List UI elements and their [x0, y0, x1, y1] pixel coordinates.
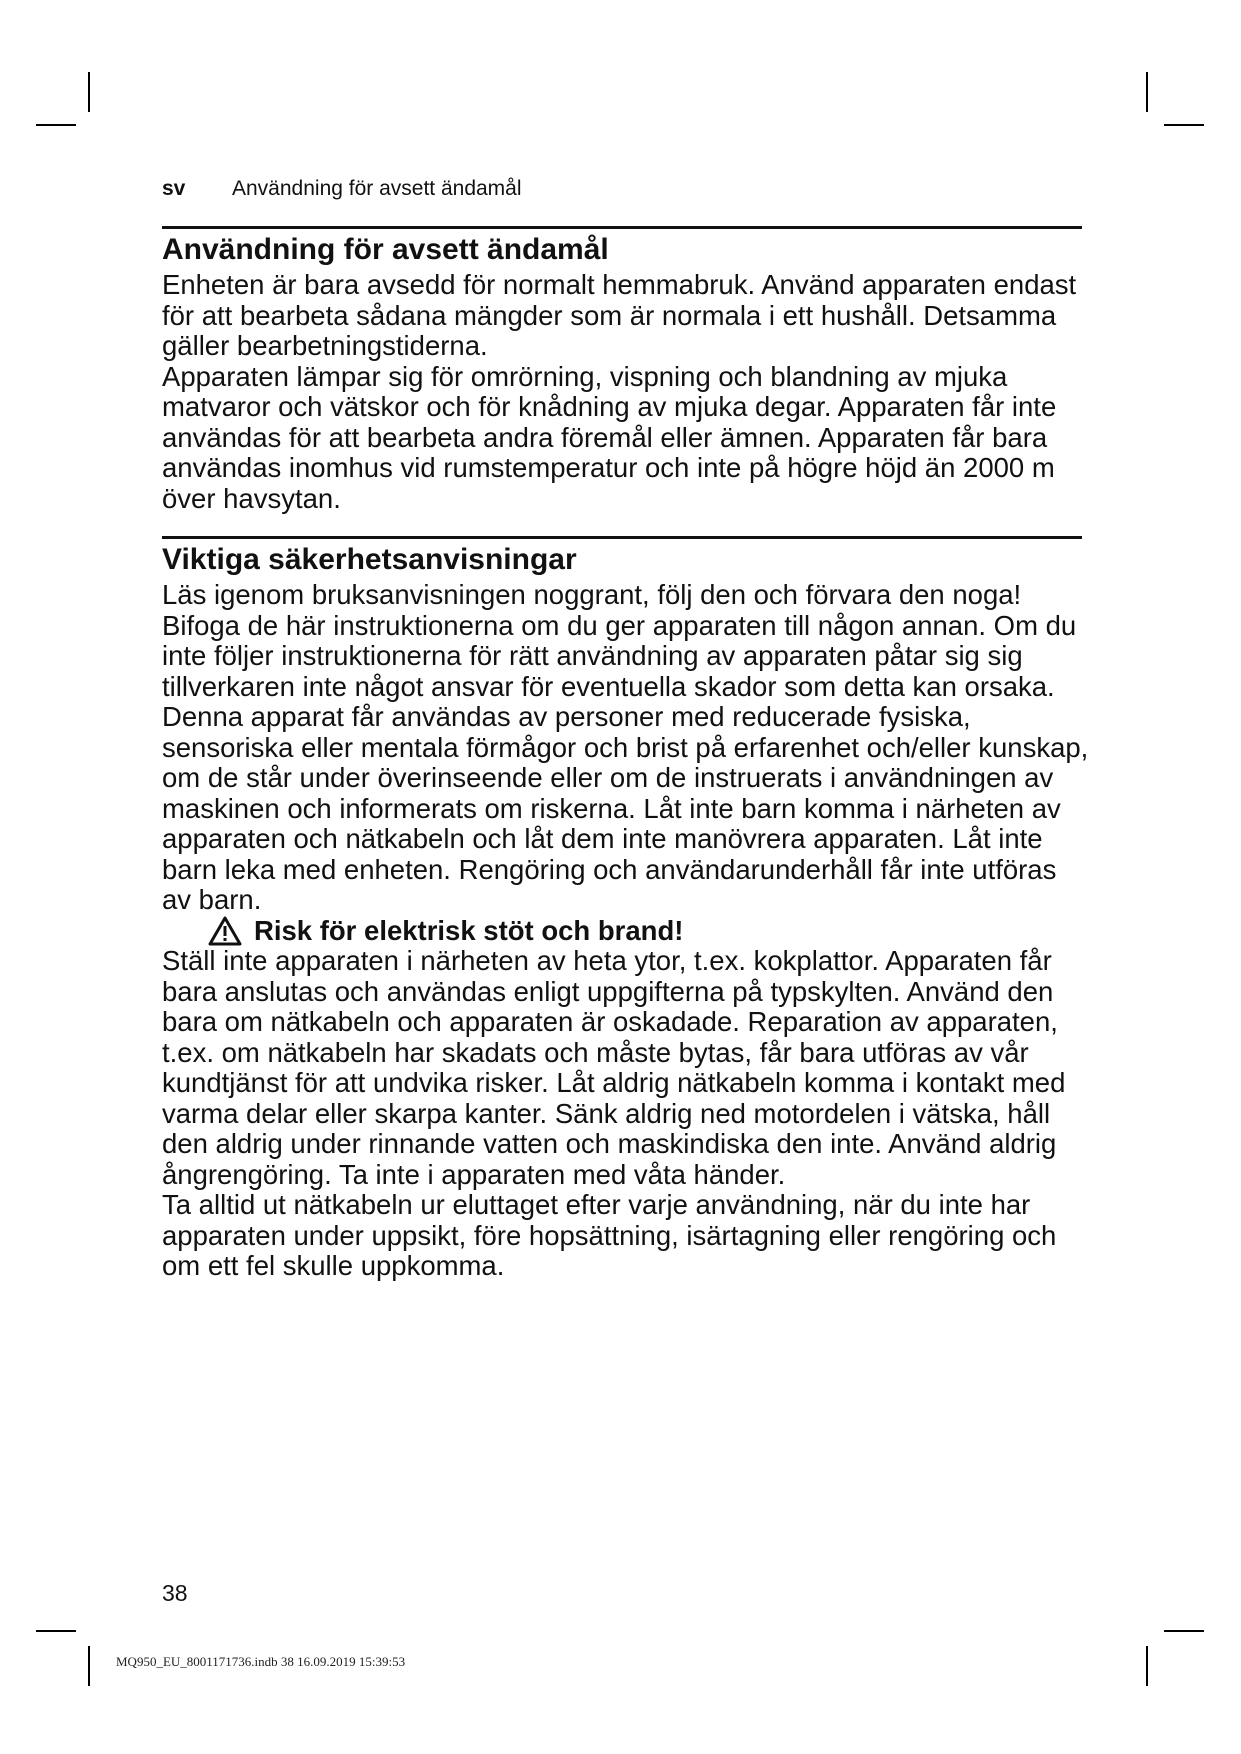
crop-mark-top-right-vertical [1146, 72, 1148, 112]
crop-mark-top-left-horizontal [36, 124, 76, 126]
section-heading: Viktiga säkerhetsanvisningar [162, 543, 577, 576]
crop-mark-top-left-vertical [88, 72, 90, 112]
print-imprint: MQ950_EU_8001171736.indb 38 16.09.2019 15:39:53 [116, 1654, 406, 1669]
section-heading: Användning för avsett ändamål [162, 233, 609, 266]
paragraph: Denna apparat får användas av personer med reducerade fysiska, sensoriska eller mentala förmågor och brist på erfarenhet och/eller kunskap, om de står under överinseende eller om de instruerats i användningen av maskinen och informerats om riskerna. Låt inte barn komma i närheten av apparaten och nätkabeln och låt dem inte manövrera apparaten. Låt inte barn leka med enheten. Rengöring och användarunderhåll får inte utföras av barn. [162, 701, 1089, 915]
section-divider [162, 226, 1082, 229]
warning-title: Risk för elektrisk stöt och brand! [254, 914, 684, 946]
crop-mark-top-right-horizontal [1164, 124, 1204, 126]
warning-triangle-icon [208, 916, 242, 946]
crop-mark-bottom-right-horizontal [1164, 1630, 1204, 1632]
paragraph: Ta alltid ut nätkabeln ur eluttaget efter varje användning, när du inte har apparaten under uppsikt, före hopsättning, isärtagning eller rengöring och om ett fel skulle uppkomma. [162, 1189, 1057, 1281]
paragraph: Ställ inte apparaten i närheten av heta ytor, t.ex. kokplattor. Apparaten får bara anslutas och användas enligt uppgifterna på typskylten. Använd den bara om nätkabeln och apparaten är oskadade. Reparation av apparaten, t.ex. om nätkabeln har skadats och måste bytas, får bara utföras av vår kundtjänst för att undvika risker. Låt aldrig nätkabeln komma i kontakt med varma delar eller skarpa kanter. Sänk aldrig ned motordelen i vätska, håll den aldrig under rinnande vatten och maskindiska den inte. Använd aldrig ångrengöring. Ta inte i apparaten med våta händer. [162, 945, 1066, 1190]
section-intended-use [162, 232, 1092, 514]
section-divider [162, 536, 1082, 539]
section-safety-instructions [162, 542, 1092, 1282]
crop-mark-bottom-right-vertical [1146, 1646, 1148, 1686]
page-number: 38 [162, 1580, 188, 1606]
crop-mark-bottom-left-vertical [88, 1646, 90, 1686]
paragraph: Enheten är bara avsedd för normalt hemmabruk. Använd apparaten endast för att bearbeta sådana mängder som är normala i ett hushåll. Detsamma gäller bearbetningstiderna. [162, 269, 1077, 361]
paragraph: Apparaten lämpar sig för omrörning, vispning och blandning av mjuka matvaror och vätskor och för knådning av mjuka degar. Apparaten får inte användas för att bearbeta andra föremål eller ämnen. Apparaten får bara användas inomhus vid rumstemperatur och inte på högre höjd än 2000 m över havsytan. [162, 360, 1057, 514]
language-code: sv [162, 177, 186, 200]
warning-heading [162, 916, 1092, 947]
running-title: Användning för avsett ändamål [232, 177, 522, 200]
paragraph: Läs igenom bruksanvisningen noggrant, följ den och förvara den noga! Bifoga de här instruktionerna om du ger apparaten till någon annan. Om du inte följer instruktionerna för rätt användning av apparaten påtar sig sig tillverkaren inte något ansvar för eventuella skador som detta kan orsaka. [162, 579, 1077, 702]
running-header [162, 176, 1082, 202]
crop-mark-bottom-left-horizontal [36, 1630, 76, 1632]
